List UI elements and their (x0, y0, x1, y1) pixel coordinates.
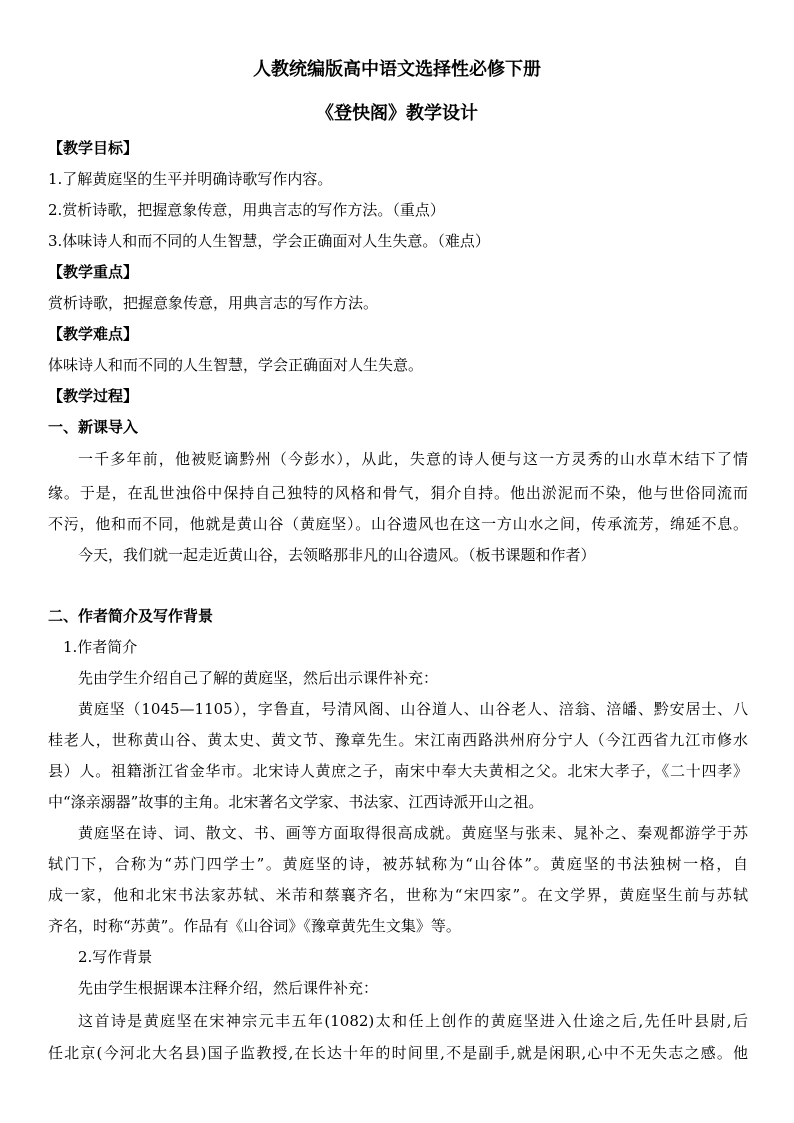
objectives-heading: 【教学目标】 (48, 139, 139, 157)
paragraph-line: 今天，我们就一起走近黄山谷，去领略那非凡的山谷遗风。（板书课题和作者） (78, 546, 596, 564)
paragraph-line: 桂老人，世称黄山谷、黄太史、黄文节、豫章先生。宋江南西路洪州府分宁人（今江西省九江市修水 (48, 731, 748, 749)
section-heading-author: 二、作者简介及写作背景 (48, 607, 214, 625)
objective-item: 1.了解黄庭坚的生平并明确诗歌写作内容。 (48, 170, 333, 188)
paragraph-line: 不污，他和而不同，他就是黄山谷（黄庭坚）。山谷遗风也在这一方山水之间，传承流芳，绵延不息。 (48, 515, 748, 533)
paragraph-line: 先由学生介绍自己了解的黄庭坚，然后出示课件补充： (78, 669, 439, 687)
paragraph-line: 齐名，时称“苏黄”。作品有《山谷词》《豫章黄先生文集》等。 (48, 917, 461, 935)
difficulties-heading: 【教学难点】 (48, 325, 139, 343)
paragraph-line: 缘。于是，在乱世浊俗中保持自己独特的风格和骨气，狷介自持。他出淤泥而不染，他与世俗同流而 (48, 484, 748, 502)
paragraph-line: 成一家，他和北宋书法家苏轼、米芾和蔡襄齐名，世称为“宋四家”。在文学界，黄庭坚生前与苏轼 (48, 886, 748, 904)
key-points-text: 赏析诗歌，把握意象传意，用典言志的写作方法。 (48, 294, 379, 312)
objective-item: 3.体味诗人和而不同的人生智慧，学会正确面对人生失意。（难点） (48, 232, 490, 250)
key-points-heading: 【教学重点】 (48, 263, 139, 281)
paragraph-line: 这首诗是黄庭坚在宋神宗元丰五年(1082)太和任上创作的黄庭坚进入仕途之后,先任叶县尉,后 (78, 1012, 748, 1030)
paragraph-line: 县）人。祖籍浙江省金华市。北宋诗人黄庶之子，南宋中奉大夫黄相之父。北宋大孝子，《二十四孝》 (48, 762, 748, 780)
paragraph-line: 中“涤亲溺器”故事的主角。北宋著名文学家、书法家、江西诗派开山之祖。 (48, 793, 544, 811)
subsection-heading: 1.作者简介 (63, 638, 138, 656)
objective-item: 2.赏析诗歌，把握意象传意，用典言志的写作方法。（重点） (48, 201, 445, 219)
paragraph-line: 任北京(今河北大名县)国子监教授,在长达十年的时间里,不是副手,就是闲职,心中不无失志之感。他 (48, 1044, 748, 1062)
paragraph-line: 先由学生根据课本注释介绍，然后课件补充： (78, 979, 379, 997)
difficulties-text: 体味诗人和而不同的人生智慧，学会正确面对人生失意。 (48, 356, 424, 374)
paragraph-line: 一千多年前，他被贬谪黔州（今彭水），从此，失意的诗人便与这一方灵秀的山水草木结下了情 (78, 450, 748, 468)
document-title: 人教统编版高中语文选择性必修下册 (253, 59, 541, 80)
paragraph-line: 黄庭坚在诗、词、散文、书、画等方面取得很高成就。黄庭坚与张耒、晁补之、秦观都游学于苏 (78, 824, 748, 842)
section-heading-intro: 一、新课导入 (48, 418, 139, 436)
paragraph-line: 黄庭坚（1045—1105），字鲁直，号清风阁、山谷道人、山谷老人、涪翁、涪皤、黔安居士、八 (78, 700, 748, 718)
process-heading: 【教学过程】 (48, 387, 139, 405)
subsection-heading: 2.写作背景 (78, 948, 153, 966)
paragraph-line: 轼门下，合称为“苏门四学士”。黄庭坚的诗，被苏轼称为“山谷体”。黄庭坚的书法独树一格，自 (48, 855, 748, 873)
document-subtitle: 《登快阁》教学设计 (316, 103, 478, 124)
